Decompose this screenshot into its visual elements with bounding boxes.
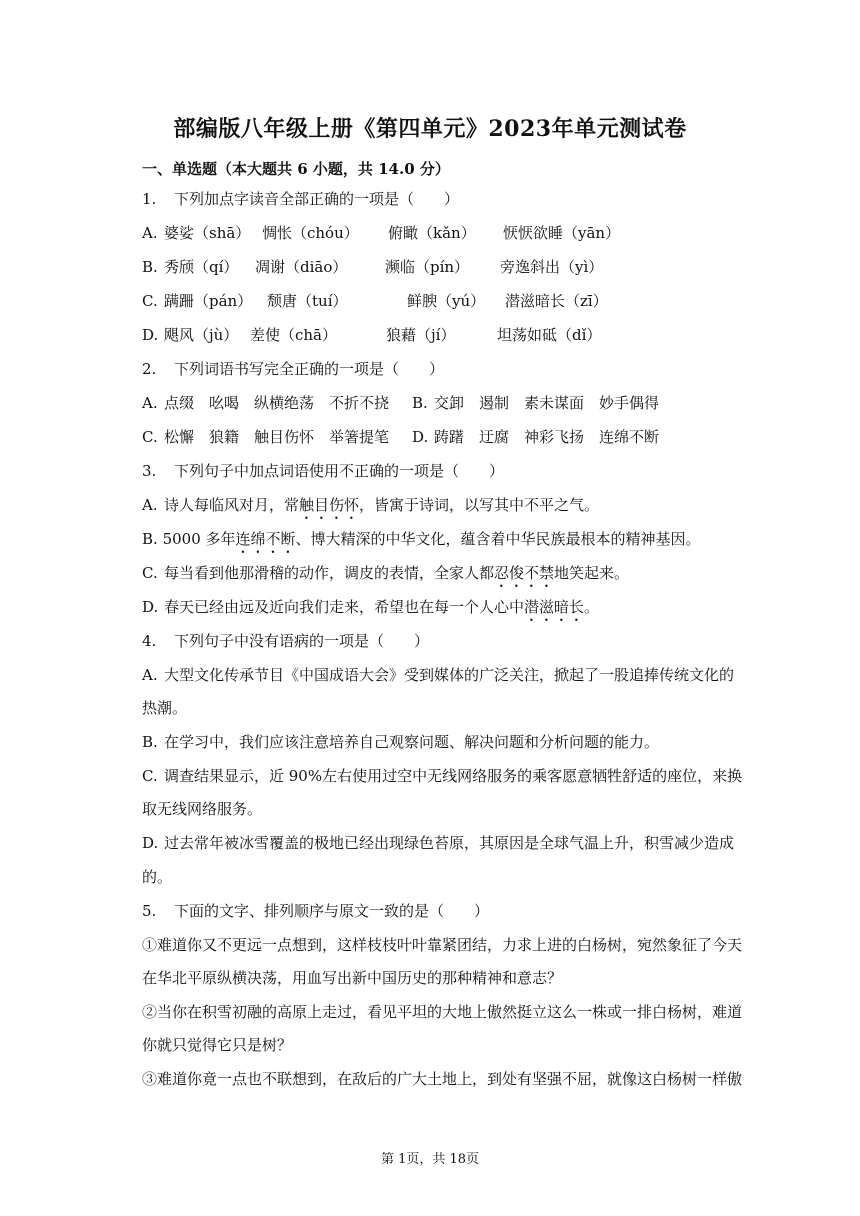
option-text: 热潮。 bbox=[142, 699, 188, 717]
option-item: 坦荡如砥（dǐ） bbox=[497, 326, 602, 344]
option-letter: D. bbox=[142, 598, 159, 616]
option-item: 俯瞰（kǎn） bbox=[388, 224, 476, 242]
question-text: 下列加点字读音全部正确的一项是（ ） bbox=[174, 190, 460, 208]
question-number: 3. bbox=[142, 462, 157, 480]
question-number: 2. bbox=[142, 360, 157, 378]
option-text: ，皆寓于诗词，以写其中不平之气。 bbox=[359, 496, 600, 514]
option-text: 5000 多年 bbox=[162, 530, 236, 548]
option-letter: A. bbox=[142, 224, 158, 242]
option-text: 的。 bbox=[142, 868, 173, 886]
option-text: 松懈 狼籍 触目伤怀 举箸提笔 bbox=[164, 428, 390, 446]
option-text: 、博大精深的中华文化，蕴含着中华民族最根本的精神基因。 bbox=[295, 530, 701, 548]
passage-sentence-1 bbox=[142, 934, 742, 956]
option-text: 春天已经由远及近向我们走来，希望也在每一个人心中 bbox=[164, 598, 525, 616]
question-4-option-c[interactable] bbox=[142, 765, 742, 787]
option-letter: C. bbox=[142, 767, 158, 785]
question-4-option-a-cont bbox=[142, 697, 187, 719]
option-text: 交卸 遏制 素未谋面 妙手偶得 bbox=[434, 394, 660, 412]
option-letter: D. bbox=[142, 834, 159, 852]
question-1-option-b[interactable] bbox=[142, 256, 603, 278]
passage-sentence-2-cont bbox=[142, 1034, 292, 1056]
option-item: 恹恹欲睡（yān） bbox=[503, 224, 621, 242]
option-text: 取无线网络服务。 bbox=[142, 800, 263, 818]
question-2-option-c[interactable] bbox=[142, 426, 412, 448]
option-text: 在学习中，我们应该注意培养自己观察问题、解决问题和分析问题的能力。 bbox=[164, 733, 660, 751]
question-2-option-d[interactable] bbox=[412, 426, 659, 448]
passage-text: 在华北平原纵横决荡，用血写出新中国历史的那种精神和意志？ bbox=[142, 969, 563, 987]
question-text: 下列句子中加点词语使用不正确的一项是（ ） bbox=[174, 462, 505, 480]
question-3-option-d[interactable] bbox=[142, 596, 599, 625]
question-2-row-2 bbox=[142, 426, 659, 448]
option-text: 过去常年被冰雪覆盖的极地已经出现绿色苔原，其原因是全球气温上升，积雪减少造成 bbox=[164, 834, 735, 852]
question-text: 下列句子中没有语病的一项是（ ） bbox=[174, 632, 430, 650]
dotted-word: 连绵不断 bbox=[235, 530, 296, 548]
passage-sentence-3 bbox=[142, 1068, 742, 1090]
option-item: 惆怅（chóu） bbox=[262, 224, 359, 242]
option-letter: B. bbox=[142, 733, 158, 751]
option-text: 诗人每临风对月，常 bbox=[164, 496, 300, 514]
question-1-option-c[interactable] bbox=[142, 290, 608, 312]
option-item: 蹒跚（pán） bbox=[164, 292, 253, 310]
passage-text: ②当你在积雪初融的高原上走过，看见平坦的大地上傲然挺立这么一株或一排白杨树，难道 bbox=[142, 1003, 743, 1021]
question-1-option-a[interactable] bbox=[142, 222, 620, 244]
question-1-stem bbox=[142, 188, 459, 210]
passage-sentence-2 bbox=[142, 1001, 742, 1023]
option-letter: C. bbox=[142, 292, 158, 310]
page-title: 部编版八年级上册《第四单元》2023年单元测试卷 bbox=[173, 116, 687, 142]
option-letter: D. bbox=[412, 428, 429, 446]
question-3-stem bbox=[142, 460, 504, 482]
option-text: 点缀 吆喝 纵横绝荡 不折不挠 bbox=[164, 394, 390, 412]
question-1-option-d[interactable] bbox=[142, 324, 601, 346]
question-text: 下列词语书写完全正确的一项是（ ） bbox=[174, 360, 445, 378]
question-4-option-b[interactable] bbox=[142, 731, 659, 753]
question-2-stem bbox=[142, 358, 444, 380]
question-4-option-a[interactable] bbox=[142, 664, 734, 686]
page-footer: 第 1页，共 18页 bbox=[380, 1152, 480, 1167]
option-item: 秀颀（qí） bbox=[164, 258, 239, 276]
option-item: 鲜腴（yú） bbox=[407, 292, 486, 310]
option-letter: B. bbox=[142, 258, 158, 276]
option-letter: C. bbox=[142, 564, 158, 582]
passage-text: ③难道你竟一点也不联想到，在敌后的广大土地上，到处有坚强不屈，就像这白杨树一样傲 bbox=[142, 1070, 743, 1088]
question-number: 5. bbox=[142, 902, 157, 920]
option-letter: C. bbox=[142, 428, 158, 446]
option-item: 凋谢（diāo） bbox=[255, 258, 348, 276]
option-letter: B. bbox=[412, 394, 428, 412]
passage-text: ①难道你又不更远一点想到，这样枝枝叶叶靠紧团结，力求上进的白杨树，宛然象征了今天 bbox=[142, 936, 743, 954]
dotted-word: 忍俊不禁 bbox=[494, 564, 555, 582]
question-2-option-b[interactable] bbox=[412, 392, 659, 414]
question-3-option-a[interactable] bbox=[142, 494, 599, 523]
option-letter: A. bbox=[142, 666, 158, 684]
option-letter: D. bbox=[142, 326, 159, 344]
option-item: 飓风（jù） bbox=[164, 326, 239, 344]
question-5-stem bbox=[142, 900, 489, 922]
question-number: 1. bbox=[142, 190, 157, 208]
question-4-option-c-cont bbox=[142, 798, 262, 820]
option-item: 婆娑（shā） bbox=[164, 224, 251, 242]
question-3-option-c[interactable] bbox=[142, 562, 629, 591]
option-item: 颓唐（tuí） bbox=[267, 292, 348, 310]
option-item: 濒临（pín） bbox=[385, 258, 470, 276]
option-text: 。 bbox=[584, 598, 600, 616]
question-4-stem bbox=[142, 630, 429, 652]
dotted-word: 触目伤怀 bbox=[299, 496, 360, 514]
passage-sentence-1-cont bbox=[142, 967, 562, 989]
option-text: 踌躇 迂腐 神彩飞扬 连绵不断 bbox=[434, 428, 660, 446]
section-heading: 一、单选题（本大题共 6 小题，共 14.0 分） bbox=[142, 160, 450, 178]
option-text: 地笑起来。 bbox=[554, 564, 630, 582]
question-4-option-d[interactable] bbox=[142, 832, 734, 854]
passage-text: 你就只觉得它只是树？ bbox=[142, 1036, 293, 1054]
option-text: 每当看到他那滑稽的动作，调皮的表情，全家人都 bbox=[164, 564, 495, 582]
question-text: 下面的文字、排列顺序与原文一致的是（ ） bbox=[174, 902, 490, 920]
option-item: 潜滋暗长（zī） bbox=[505, 292, 608, 310]
question-2-row-1 bbox=[142, 392, 659, 414]
option-letter: A. bbox=[142, 496, 158, 514]
option-letter: A. bbox=[142, 394, 158, 412]
dotted-word: 潜滋暗长 bbox=[524, 598, 585, 616]
option-item: 狼藉（jí） bbox=[386, 326, 456, 344]
question-3-option-b[interactable] bbox=[142, 528, 701, 557]
option-item: 差使（chā） bbox=[250, 326, 338, 344]
question-4-option-d-cont bbox=[142, 866, 172, 888]
option-letter: B. bbox=[142, 530, 158, 548]
question-2-option-a[interactable] bbox=[142, 392, 412, 414]
option-item: 旁逸斜出（yì） bbox=[500, 258, 604, 276]
option-text: 调查结果显示，近 90%左右使用过空中无线网络服务的乘客愿意牺牲舒适的座位，来换 bbox=[164, 767, 743, 785]
question-number: 4. bbox=[142, 632, 157, 650]
option-text: 大型文化传承节目《中国成语大会》受到媒体的广泛关注，掀起了一股追捧传统文化的 bbox=[164, 666, 735, 684]
